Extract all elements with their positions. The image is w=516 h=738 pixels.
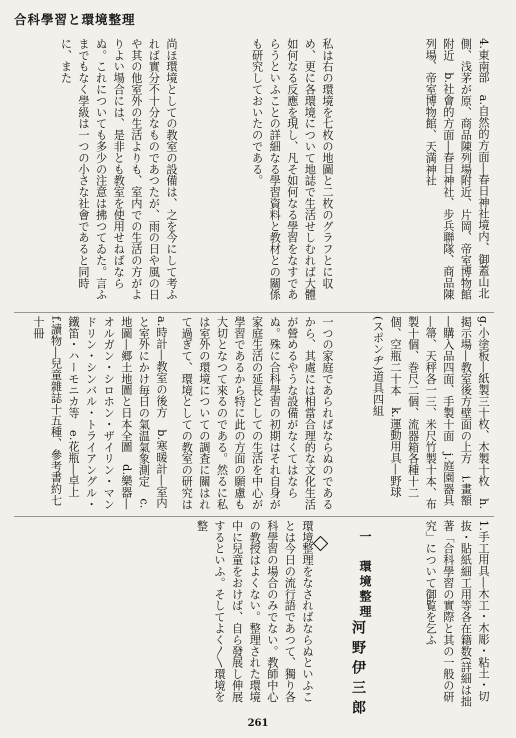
section-title: 一 環境整理 — [358, 530, 372, 620]
page-number: 261 — [247, 718, 269, 729]
section-divider — [14, 516, 494, 517]
equipment-list-right: g.小塗板―紙製三十枚、木製十枚 h.掲示場―教室後方壁面の上方 i.畫額―購入品四面、手製十面 j.庭園器具―箒、天秤各一三、米尺竹製十本、布製十個、巻尺二個、流器箱各種十二個、空瓶二十本 k.運動用具―野球(スポンヂ)道具四組 — [371, 316, 490, 510]
section-divider — [14, 312, 494, 313]
running-header: 合科學習と環境整理 — [14, 12, 136, 27]
tools-note: 1.手工用具―木工・木彫・粘土・切抜・貼紙細工用等各在籍数(詳細は拙著「合科學習の實際と其の一般の研究」について御覧を乞ふ — [424, 520, 490, 707]
environment-arrangement-text: 環境整理をなさればならぬといふことは今日の流行語であつて、獨り各科學習の場合のみでない。教師中心の教授はよくない。整理された環境中に兒童をおけば、自ら發展し伸展するといふ。そしてよく〳〵環境を整 — [195, 520, 314, 703]
equipment-list-left: a.時計―教室の後方 b.寒暖計―室内と室外にかけ毎日の氣温氣象測定 c.地圖―郷土地圖と日本全圖 d.樂器―オルガン・シロホン・ザイリン・マンドリン・シンバル・トライアングル・鐵笛・ハーモニカ等 e.花瓶―卓上 f.讀物―兒童雜誌十五種、參考書約七十冊 — [31, 316, 168, 510]
text-column-east-section: 4.東南部 a.自然的方面―春日神社境内、御蓋山北側、浅茅が原、商品陳列場附近、片岡、帝室博物館附近 b.社會的方面―春日神社、步兵聯隊、商品陳列場、帝室博物館、天満神社 — [424, 38, 490, 301]
text-column-maps: 私は右の環境を七枚の地圖と二枚のグラフとに収め、更に各環境について地誌で生活せしむれば大體如何なる反應を現し、凡そ如何なる學習をなすであらうといふことの詳細なる學習資料と教材との關係も研究しておいたのである。 — [250, 38, 334, 301]
text-column-family: 一つの家庭であらればならぬのであるから、其處には相當合理的な文化生活が營めるやうな設備がなくてはならぬ。殊に合科學習の初期はそれ自身が家庭生活の延長としての生活を中心が學習であるから特に此の方面の願慮も大切となつて來るのである。然るに私は室外の環境についての調査に關はれて過ぎて、環境としての教室の研究は — [180, 316, 334, 510]
author-name: 河野伊三郎 — [350, 620, 366, 720]
text-column-classroom: 尚ほ環境としての教室の設備は、之を今にして考ふれば實分不十分なものであつたが、雨の日や風の日や其の他室外の生活よりも、室内での生活の方がよりよい場合には、是非とも教室を使用せねばならぬ。これについても多少の注意は拂つてゐた。言ふまでもなく學級は一つの小さな社會であると同時に、また — [59, 38, 178, 301]
